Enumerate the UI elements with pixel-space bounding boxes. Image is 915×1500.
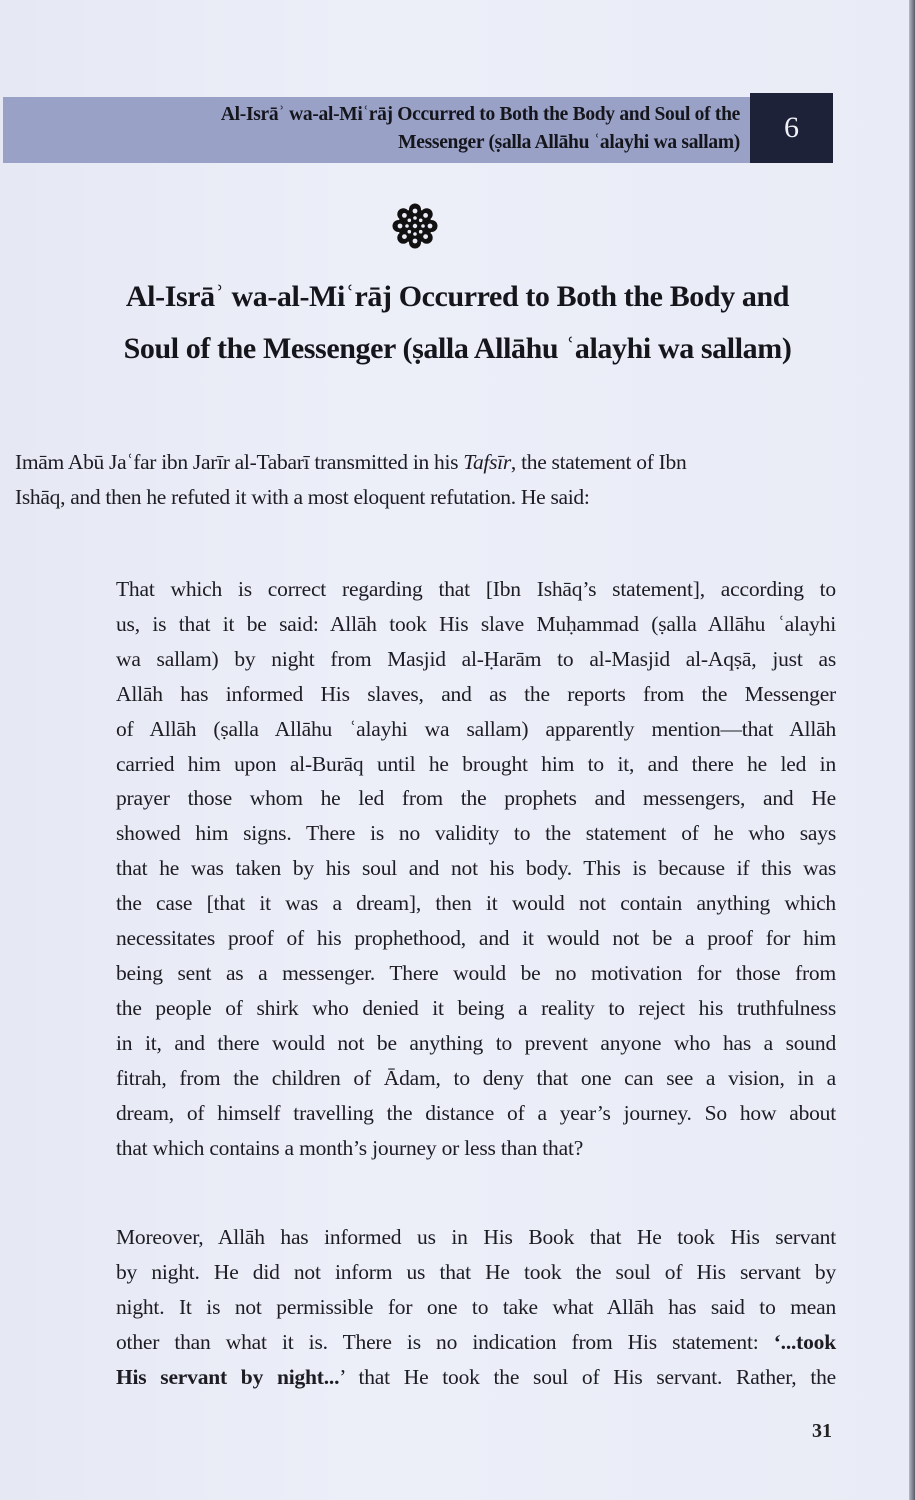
quote-line: Allāh has informed His slaves, and as the reports from the Messenger <box>116 681 836 706</box>
quote-line: Moreover, Allāh has informed us in His Book that He took His servant <box>116 1225 836 1249</box>
page-edge-shadow <box>909 0 915 1500</box>
quote-text: other than what it is. There is no indication from His statement: <box>116 1329 774 1354</box>
chapter-header-title <box>221 101 740 157</box>
quote-line: in it, and there would not be anything to prevent anyone who has a sound <box>116 1030 836 1055</box>
intro-line-1 <box>15 445 845 480</box>
quote-line: carried him upon al-Burāq until he brought him to it, and there he led in <box>116 751 836 776</box>
section-title-line-2: Soul of the Messenger (ṣalla Allāhu ʿalayhi wa sallam) <box>123 332 792 365</box>
intro-text: Imām Abū Jaʿfar ibn Jarīr al-Tabarī transmitted in his <box>15 450 464 474</box>
chapter-number-box <box>750 93 833 163</box>
quote-line: the people of shirk who denied it being a reality to reject his truthfulness <box>116 995 836 1020</box>
quote-line: prayer those whom he led from the prophets and messengers, and He <box>116 786 836 811</box>
quote-line: by night. He did not inform us that He took the soul of His servant by <box>116 1259 836 1284</box>
quote-line: That which is correct regarding that [Ibn Ishāq’s statement], according to <box>116 577 836 601</box>
quote-line: us, is that it be said: Allāh took His slave Muḥammad (ṣalla Allāhu ʿalayhi <box>116 611 836 636</box>
chapter-header-title-line-1: Al-Isrāʾ wa-al-Miʿrāj Occurred to Both the Body and Soul of the <box>220 104 740 125</box>
quote-line: necessitates proof of his prophethood, and it would not be a proof for him <box>116 926 836 951</box>
quote-line: night. It is not permissible for one to take what Allāh has said to mean <box>116 1294 836 1319</box>
tafsir-italic: Tafsīr <box>463 450 511 474</box>
quote-line: that which contains a month’s journey or less than that? <box>116 1135 584 1160</box>
quran-citation-bold: ‘...took <box>773 1329 836 1354</box>
intro-paragraph <box>15 445 845 515</box>
quote-line: the case [that it was a dream], then it would not contain anything which <box>116 891 836 916</box>
quote-text: ’ that He took the soul of His servant. Rather, the <box>339 1364 836 1389</box>
section-title-line-1: Al-Isrāʾ wa-al-Miʿrāj Occurred to Both the Body and <box>125 280 790 313</box>
quote-line: fitrah, from the children of Ādam, to deny that one can see a vision, in a <box>116 1065 836 1090</box>
quote-line-4 <box>116 1325 836 1360</box>
block-quote-2 <box>116 1220 836 1395</box>
rosette-ornament-icon <box>392 203 438 249</box>
intro-line-2: Ishāq, and then he refuted it with a most eloquent refutation. He said: <box>15 485 590 509</box>
quote-line-5 <box>116 1360 836 1395</box>
quote-line: dream, of himself travelling the distance of a year’s journey. So how about <box>116 1100 836 1125</box>
intro-text: , the statement of Ibn <box>510 450 687 474</box>
chapter-header-title-line-2: Messenger (ṣalla Allāhu ʿalayhi wa sallam) <box>398 132 740 153</box>
chapter-number: 6 <box>784 111 799 144</box>
quote-line: showed him signs. There is no validity to the statement of he who says <box>116 821 836 846</box>
section-title <box>0 271 915 375</box>
chapter-header-band <box>3 97 750 163</box>
page-number: 31 <box>812 1420 832 1442</box>
quote-line: that he was taken by his soul and not his body. This is because if this was <box>116 856 836 881</box>
block-quote-1 <box>116 572 836 1165</box>
quote-line: wa sallam) by night from Masjid al-Ḥarām to al-Masjid al-Aqṣā, just as <box>116 646 836 671</box>
quote-line: of Allāh (ṣalla Allāhu ʿalayhi wa sallam) apparently mention—that Allāh <box>116 716 836 741</box>
quran-citation-bold: His servant by night... <box>116 1364 340 1389</box>
quote-line: being sent as a messenger. There would be no motivation for those from <box>116 960 836 985</box>
